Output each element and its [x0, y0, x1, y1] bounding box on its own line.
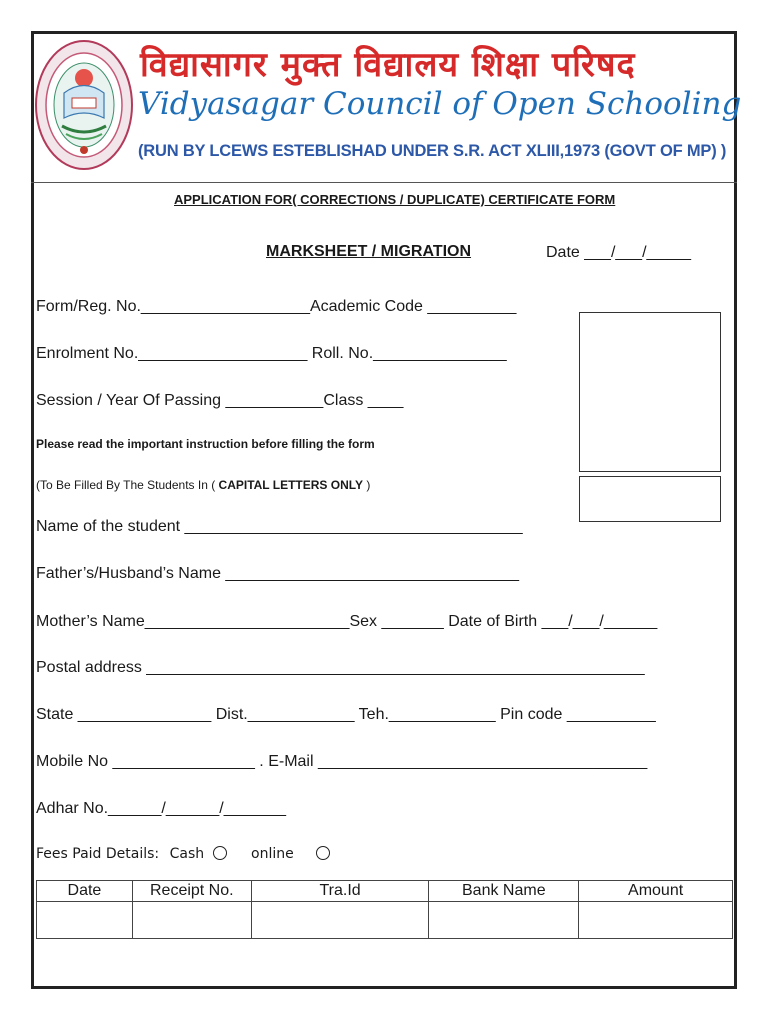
instruction-note: Please read the important instruction before filling the form [36, 437, 375, 451]
mobile-email-line[interactable]: Mobile No ________________ . E-Mail _____________________________________ [36, 753, 648, 770]
table-row [37, 902, 733, 939]
mother-sex-dob-line[interactable]: Mother’s Name_______________________Sex _______ Date of Birth ___/___/______ [36, 613, 658, 630]
council-registration-subtitle: (RUN BY LCEWS ESTEBLISHAD UNDER S.R. ACT XLIII,1973 (GOVT OF MP) ) [138, 142, 727, 160]
date-cell[interactable] [37, 902, 133, 939]
application-title: APPLICATION FOR( CORRECTIONS / DUPLICATE) CERTIFICATE FORM [174, 192, 616, 207]
postal-address-line[interactable]: Postal address ________________________________________________________ [36, 659, 645, 676]
online-label: online [251, 846, 294, 862]
signature-box[interactable] [579, 476, 721, 522]
enrolment-roll-line[interactable]: Enrolment No.___________________ Roll. No._______________ [36, 345, 507, 362]
receipt-no-cell[interactable] [132, 902, 251, 939]
photo-box[interactable] [579, 312, 721, 472]
fees-paid-details [36, 846, 330, 862]
council-logo-emblem [34, 38, 134, 172]
fees-table-header-row [37, 881, 733, 902]
capital-note-suffix: ) [363, 478, 371, 492]
date-field[interactable]: Date ___/___/_____ [546, 244, 692, 261]
fees-label: Fees Paid Details: [36, 846, 160, 862]
state-dist-teh-pin-line[interactable]: State _______________ Dist.____________ Teh.____________ Pin code __________ [36, 706, 656, 723]
student-name-line[interactable]: Name of the student ______________________________________ [36, 518, 523, 535]
document-type-title: MARKSHEET / MIGRATION [266, 243, 472, 260]
header-divider [31, 182, 737, 183]
father-husband-name-line[interactable]: Father’s/Husband’s Name _________________________________ [36, 565, 520, 582]
capital-note-emphasis: CAPITAL LETTERS ONLY [218, 478, 363, 492]
column-header-bank-name: Bank Name [429, 881, 579, 902]
council-title-hindi: विद्यासागर मुक्त विद्यालय शिक्षा परिषद [140, 45, 636, 85]
cash-label: Cash [169, 846, 205, 862]
column-header-amount: Amount [579, 881, 733, 902]
column-header-date: Date [37, 881, 133, 902]
council-title-english: Vidyasagar Council of Open Schooling [138, 86, 742, 122]
amount-cell[interactable] [579, 902, 733, 939]
adhar-number-line[interactable]: Adhar No.______/______/_______ [36, 800, 286, 817]
capital-letters-note [36, 478, 370, 492]
column-header-receipt-no: Receipt No. [132, 881, 251, 902]
fees-details-table [36, 880, 733, 939]
capital-note-prefix: (To Be Filled By The Students In ( [36, 478, 219, 492]
tra-id-cell[interactable] [251, 902, 429, 939]
cash-radio[interactable] [213, 846, 227, 860]
online-radio[interactable] [316, 846, 330, 860]
bank-name-cell[interactable] [429, 902, 579, 939]
column-header-tra-id: Tra.Id [251, 881, 429, 902]
form-reg-academic-line[interactable]: Form/Reg. No.___________________Academic Code __________ [36, 298, 517, 315]
session-class-line[interactable]: Session / Year Of Passing ___________Class ____ [36, 392, 404, 409]
